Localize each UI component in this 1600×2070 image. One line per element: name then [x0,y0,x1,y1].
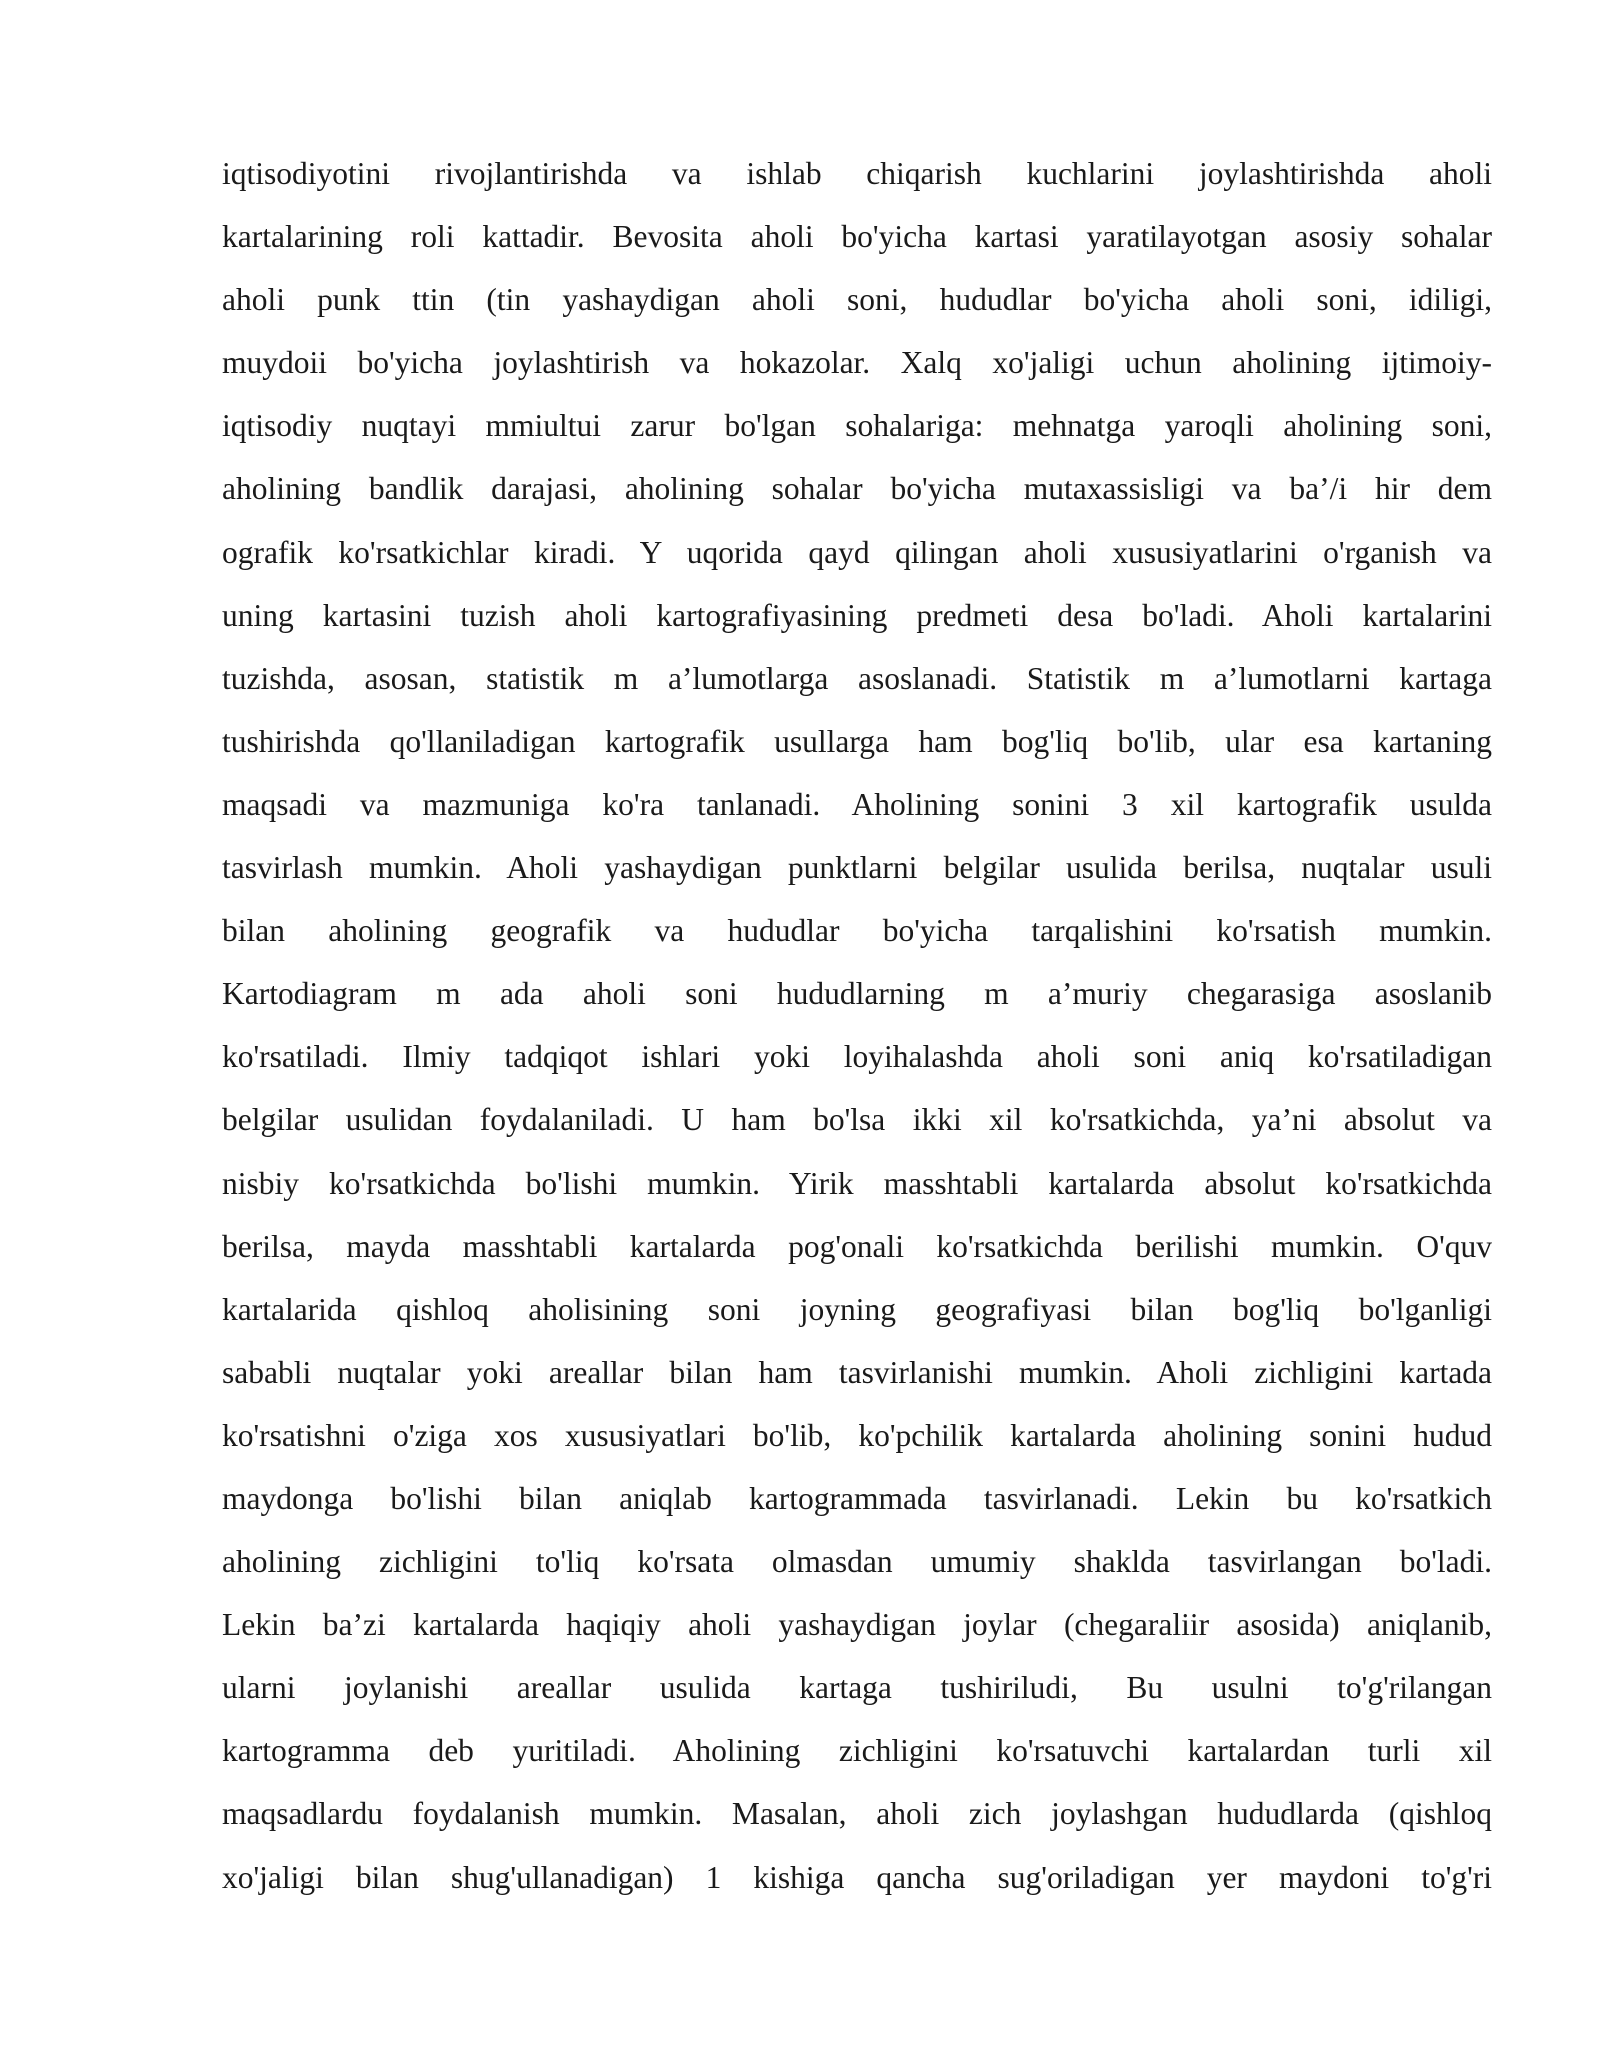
text-line: maqsadlardu foydalanish mumkin. Masalan, aholi zich joylashgan hududlarda (qishloq [222,1796,1492,1832]
text-line: iqtisodiy nuqtayi mmiultui zarur bo'lgan sohalariga: mehnatga yaroqli aholining soni, [222,408,1492,444]
text-line: iqtisodiyotini rivojlantirishda va ishlab chiqarish kuchlarini joylashtirishda aholi [222,156,1492,191]
body-text [222,142,1492,1909]
text-line: aholining zichligini to'liq ko'rsata olmasdan umumiy shaklda tasvirlangan bo'ladi. [222,1544,1492,1580]
text-line: nisbiy ko'rsatkichda bo'lishi mumkin. Yirik masshtabli kartalarda absolut ko'rsatkichda [222,1165,1492,1201]
text-line: tasvirlash mumkin. Aholi yashaydigan punktlarni belgilar usulida berilsa, nuqtalar usuli [222,850,1492,886]
text-line: sababli nuqtalar yoki areallar bilan ham tasvirlanishi mumkin. Aholi zichligini kartada [222,1354,1492,1390]
text-line: maydonga bo'lishi bilan aniqlab kartogrammada tasvirlanadi. Lekin bu ko'rsatkich [222,1480,1492,1516]
text-line: muydoii bo'yicha joylashtirish va hokazolar. Xalq xo'jaligi uchun aholining ijtimoiy- [222,345,1492,381]
text-line: belgilar usulidan foydalaniladi. U ham bo'lsa ikki xil ko'rsatkichda, ya’ni absolut va [222,1102,1492,1138]
text-line: tuzishda, asosan, statistik m a’lumotlarga asoslanadi. Statistik m a’lumotlarni kartaga [222,660,1492,696]
text-line: bilan aholining geografik va hududlar bo'yicha tarqalishini ko'rsatish mumkin. [222,913,1492,949]
text-line: ularni joylanishi areallar usulida kartaga tushiriludi, Bu usulni to'g'rilangan [222,1670,1492,1706]
text-line: tushirishda qo'llaniladigan kartografik usullarga ham bog'liq bo'lib, ular esa kartaning [222,723,1492,759]
text-line: berilsa, mayda masshtabli kartalarda pog'onali ko'rsatkichda berilishi mumkin. O'quv [222,1228,1492,1264]
text-line: maqsadi va mazmuniga ko'ra tanlanadi. Aholining sonini 3 xil kartografik usulda [222,786,1492,822]
text-line: uning kartasini tuzish aholi kartografiyasining predmeti desa bo'ladi. Aholi kartalarini [222,597,1492,633]
text-line: xo'jaligi bilan shug'ullanadigan) 1 kishiga qancha sug'oriladigan yer maydoni to'g'ri [222,1859,1492,1895]
text-line: Kartodiagram m ada aholi soni hududlarning m a’muriy chegarasiga asoslanib [222,976,1492,1012]
text-line: kartalarining roli kattadir. Bevosita aholi bo'yicha kartasi yaratilayotgan asosiy sohalar [222,219,1492,255]
text-line: ografik ko'rsatkichlar kiradi. Y uqorida qayd qilingan aholi xususiyatlarini o'rganish va [222,534,1492,570]
text-line: kartalarida qishloq aholisining soni joyning geografiyasi bilan bog'liq bo'lganligi [222,1291,1492,1327]
text-line: aholi punk ttin (tin yashaydigan aholi soni, hududlar bo'yicha aholi soni, idiligi, [222,282,1492,318]
text-line: ko'rsatiladi. Ilmiy tadqiqot ishlari yoki loyihalashda aholi soni aniq ko'rsatiladigan [222,1039,1492,1075]
text-line: ko'rsatishni o'ziga xos xususiyatlari bo'lib, ko'pchilik kartalarda aholining sonini hudud [222,1417,1492,1453]
text-line: aholining bandlik darajasi, aholining sohalar bo'yicha mutaxassisligi va ba’/i hir dem [222,471,1492,507]
text-line: kartogramma deb yuritiladi. Aholining zichligini ko'rsatuvchi kartalardan turli xil [222,1733,1492,1769]
text-line: Lekin ba’zi kartalarda haqiqiy aholi yashaydigan joylar (chegaraliir asosida) aniqlanib, [222,1607,1492,1643]
